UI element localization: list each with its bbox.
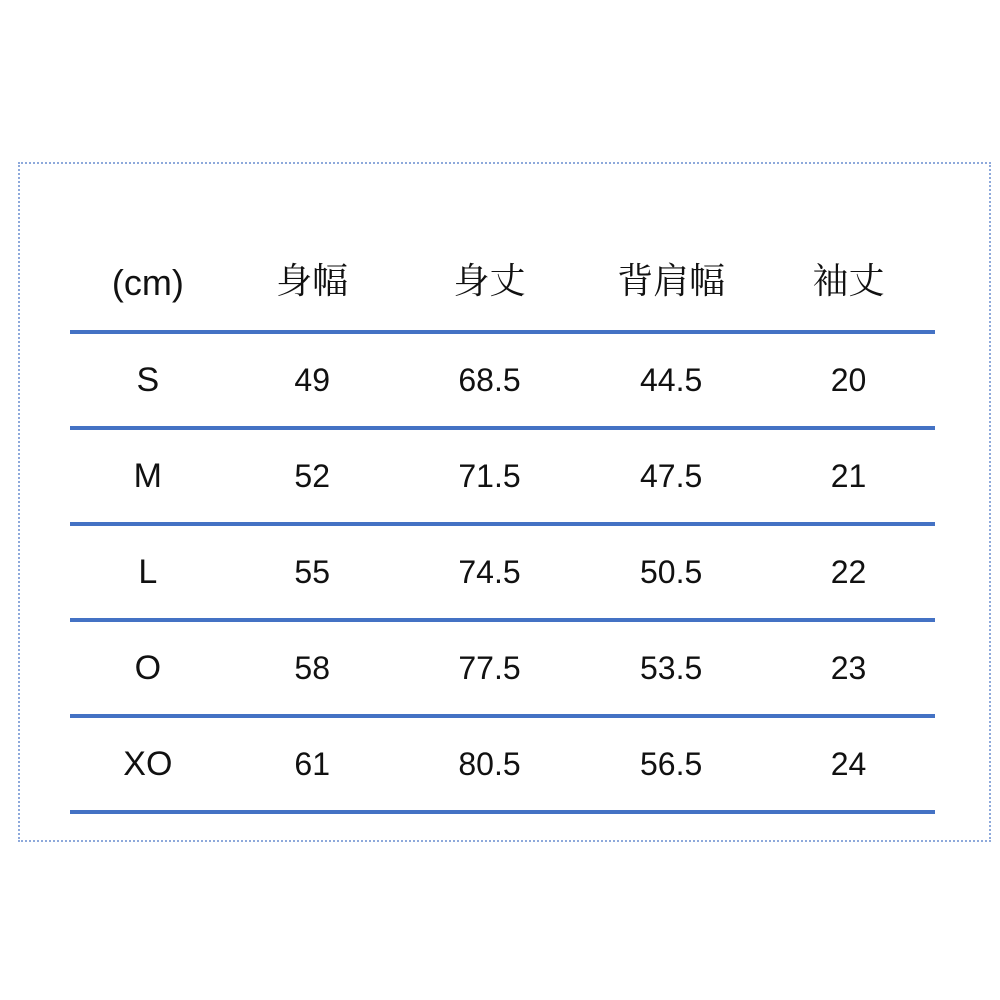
cell-sleeve-length: 24 [762, 716, 935, 812]
cell-body-length: 80.5 [399, 716, 581, 812]
size-label: XO [70, 716, 226, 812]
table-row-s [70, 332, 935, 428]
size-label: S [70, 332, 226, 428]
unit-label: (cm) [70, 164, 226, 332]
cell-body-length: 77.5 [399, 620, 581, 716]
size-label: O [70, 620, 226, 716]
cell-back-shoulder-width: 50.5 [580, 524, 762, 620]
cell-body-width: 55 [226, 524, 399, 620]
size-chart-panel [18, 162, 991, 842]
cell-back-shoulder-width: 47.5 [580, 428, 762, 524]
cell-body-length: 74.5 [399, 524, 581, 620]
col-header-sleeve-length: 袖丈 [762, 164, 935, 332]
table-row-o [70, 620, 935, 716]
col-header-back-shoulder-width: 背肩幅 [580, 164, 762, 332]
size-table [70, 164, 935, 814]
table-row-m [70, 428, 935, 524]
col-header-body-length: 身丈 [399, 164, 581, 332]
cell-sleeve-length: 20 [762, 332, 935, 428]
cell-body-width: 61 [226, 716, 399, 812]
size-label: L [70, 524, 226, 620]
col-header-body-width: 身幅 [226, 164, 399, 332]
cell-body-width: 52 [226, 428, 399, 524]
cell-body-length: 68.5 [399, 332, 581, 428]
cell-sleeve-length: 21 [762, 428, 935, 524]
table-row-l [70, 524, 935, 620]
size-label: M [70, 428, 226, 524]
cell-sleeve-length: 22 [762, 524, 935, 620]
cell-sleeve-length: 23 [762, 620, 935, 716]
table-row-xo [70, 716, 935, 812]
cell-back-shoulder-width: 44.5 [580, 332, 762, 428]
header-row [70, 164, 935, 332]
cell-back-shoulder-width: 53.5 [580, 620, 762, 716]
cell-body-width: 58 [226, 620, 399, 716]
cell-body-length: 71.5 [399, 428, 581, 524]
cell-back-shoulder-width: 56.5 [580, 716, 762, 812]
cell-body-width: 49 [226, 332, 399, 428]
